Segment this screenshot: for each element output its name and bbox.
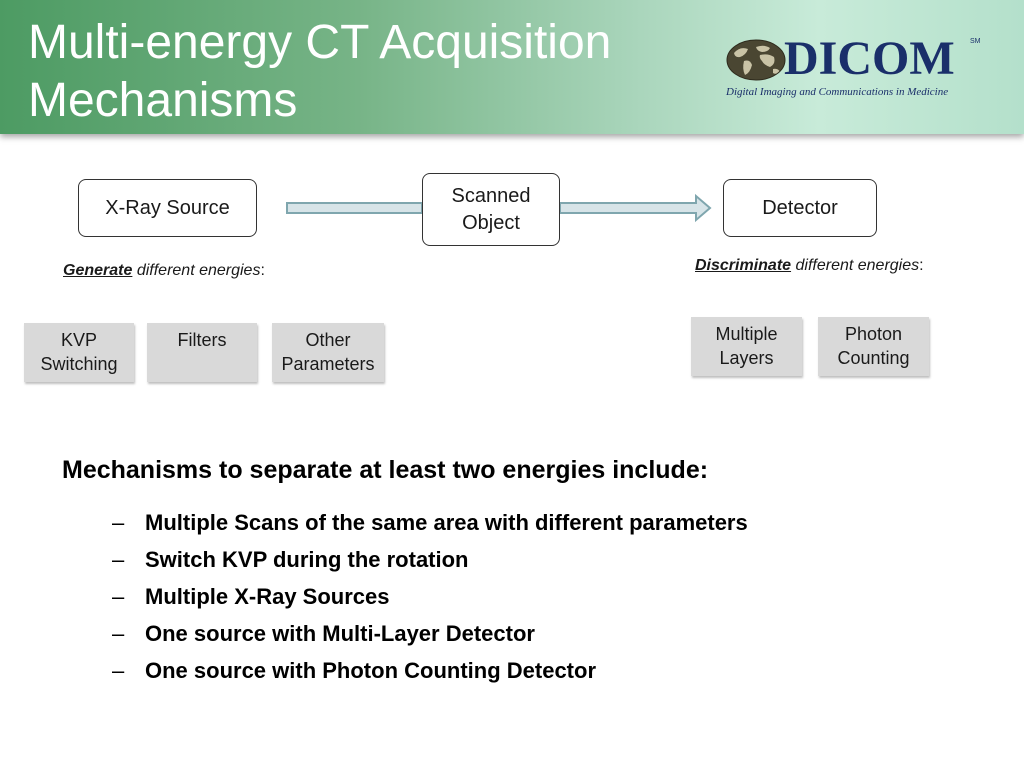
logo-wordmark: DICOM [784, 32, 955, 85]
list-item [112, 510, 748, 547]
mechanisms-list [112, 510, 748, 695]
kvp-switching-box [24, 323, 134, 382]
detector-label: Detector [762, 196, 838, 219]
photon-counting-line1: Photon [844, 324, 903, 344]
dash-bullet: – [112, 658, 125, 683]
kvp-switching-line1: KVP [60, 330, 98, 350]
list-item-text: One source with Photon Counting Detector [145, 658, 596, 683]
slide-title-line1: Multi-energy CT Acquisition [28, 16, 612, 69]
list-item-text: Multiple Scans of the same area with different parameters [145, 510, 748, 535]
scanned-object-box [422, 173, 560, 246]
mechanisms-heading: Mechanisms to separate at least two energies include: [62, 456, 709, 484]
dash-bullet: – [112, 584, 125, 609]
list-item-text: One source with Multi-Layer Detector [145, 621, 535, 646]
slide-title-line2: Mechanisms [28, 74, 298, 127]
multiple-layers-line1: Multiple [715, 324, 778, 344]
dash-bullet: – [112, 547, 125, 572]
generate-keyword: Generate [63, 262, 133, 279]
other-parameters-line2: Parameters [281, 354, 375, 374]
discriminate-caption [695, 257, 924, 275]
multiple-layers-line2: Layers [719, 348, 774, 368]
list-item [112, 584, 748, 621]
generate-text: different energies [132, 262, 261, 279]
discriminate-text: different energies [791, 257, 920, 274]
multiple-layers-box [691, 317, 802, 376]
logo-tagline: Digital Imaging and Communications in Medicine [726, 86, 949, 98]
arrow-source-to-object [287, 203, 422, 213]
logo-trademark: SM [970, 38, 981, 45]
xray-source-box [78, 179, 257, 237]
list-item [112, 658, 748, 695]
scanned-object-label [452, 183, 531, 237]
generate-caption [63, 262, 265, 280]
discriminate-keyword: Discriminate [695, 257, 792, 274]
scanned-object-line2: Object [462, 211, 520, 234]
list-item [112, 547, 748, 584]
xray-source-label: X-Ray Source [105, 196, 230, 219]
filters-box [147, 323, 257, 382]
filters-line1: Filters [177, 330, 227, 350]
photon-counting-box [818, 317, 929, 376]
arrow-object-to-detector [560, 196, 710, 220]
detector-box [723, 179, 877, 237]
photon-counting-line2: Counting [837, 348, 910, 368]
list-item-text: Multiple X-Ray Sources [145, 584, 390, 609]
dash-bullet: – [112, 621, 125, 646]
other-parameters-box [272, 323, 384, 382]
other-parameters-line1: Other [305, 330, 351, 350]
list-item [112, 621, 748, 658]
scanned-object-line1: Scanned [451, 184, 531, 207]
kvp-switching-line2: Switching [40, 354, 118, 374]
list-item-text: Switch KVP during the rotation [145, 547, 469, 572]
dash-bullet: – [112, 510, 125, 535]
generate-colon: : [260, 262, 265, 279]
discriminate-colon: : [919, 257, 924, 274]
